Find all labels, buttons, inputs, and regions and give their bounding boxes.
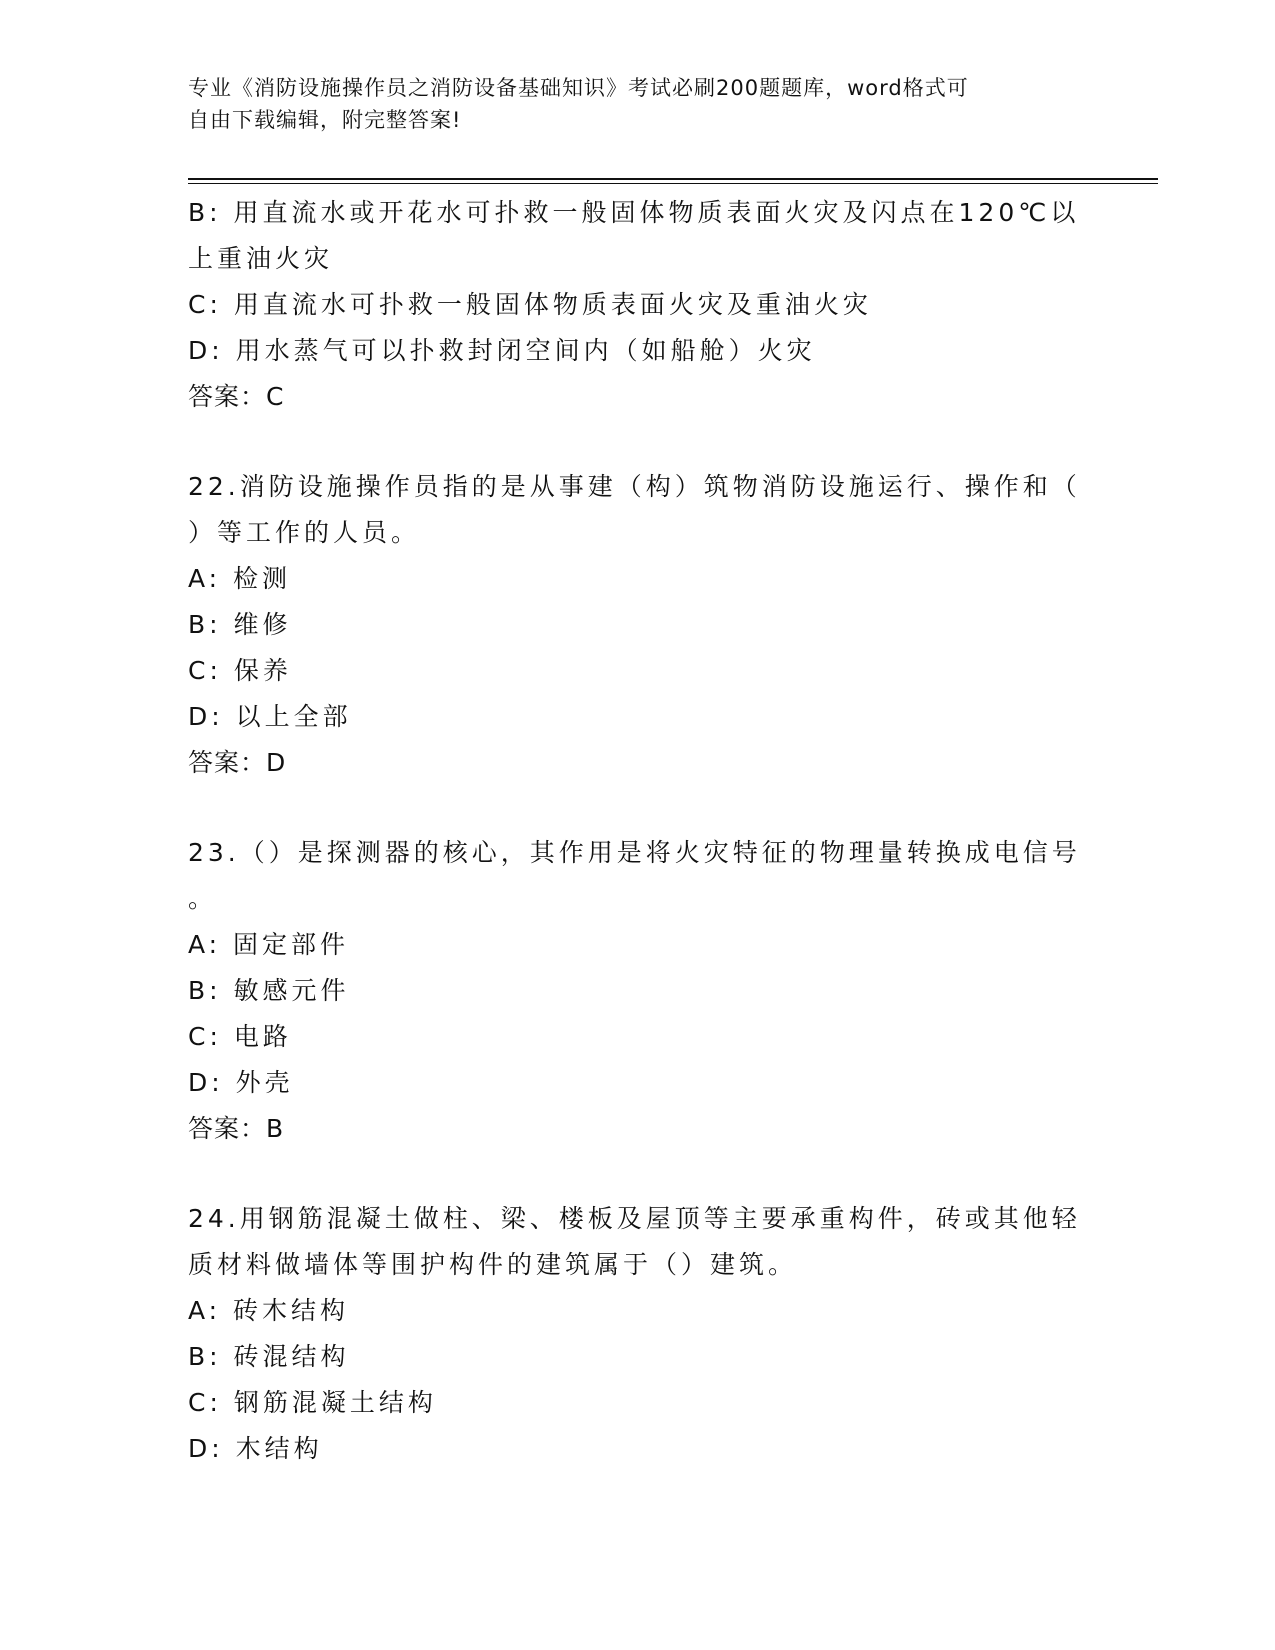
question-stem-line-2: 。	[188, 884, 218, 913]
question-stem-line-2: ）等工作的人员。	[188, 518, 421, 547]
option-d: D: 木结构	[188, 1434, 323, 1463]
option-a: A: 固定部件	[188, 930, 350, 959]
answer: 答案：D	[188, 748, 287, 777]
option-b: B: 敏感元件	[188, 976, 350, 1005]
question-stem-line-1: 22.消防设施操作员指的是从事建（构）筑物消防设施运行、操作和（	[188, 472, 1081, 501]
question-spacer	[188, 1152, 1088, 1196]
header-line-2: 自由下载编辑，附完整答案!	[188, 108, 462, 132]
option-d: D: 以上全部	[188, 702, 352, 731]
option-c: C: 电路	[188, 1022, 292, 1051]
option-c: C: 钢筋混凝土结构	[188, 1388, 437, 1417]
question-24	[188, 1196, 1088, 1472]
header-divider-thin	[188, 183, 1158, 184]
question-22	[188, 464, 1088, 786]
header-divider-thick	[188, 178, 1158, 180]
question-list	[188, 190, 1088, 1472]
question-21-partial	[188, 190, 1088, 420]
option-a: A: 检测	[188, 564, 292, 593]
option-a: A: 砖木结构	[188, 1296, 350, 1325]
option-c: C: 保养	[188, 656, 292, 685]
question-23	[188, 830, 1088, 1152]
answer: 答案：B	[188, 1114, 285, 1143]
option-d: D: 外壳	[188, 1068, 294, 1097]
option-b: B: 维修	[188, 610, 292, 639]
option-b: B: 砖混结构	[188, 1342, 350, 1371]
document-header	[188, 72, 1088, 136]
question-spacer	[188, 786, 1088, 830]
header-line-1: 专业《消防设施操作员之消防设备基础知识》考试必刷200题题库，word格式可	[188, 76, 969, 100]
option-b-line-1: B: 用直流水或开花水可扑救一般固体物质表面火灾及闪点在120℃以	[188, 198, 1080, 227]
option-d: D: 用水蒸气可以扑救封闭空间内（如船舱）火灾	[188, 336, 816, 365]
option-c: C: 用直流水可扑救一般固体物质表面火灾及重油火灾	[188, 290, 872, 319]
question-stem-line-1: 24.用钢筋混凝土做柱、梁、楼板及屋顶等主要承重构件，砖或其他轻	[188, 1204, 1081, 1233]
question-stem-line-2: 质材料做墙体等围护构件的建筑属于（）建筑。	[188, 1250, 798, 1279]
answer: 答案：C	[188, 382, 285, 411]
option-b-line-2: 上重油火灾	[188, 244, 334, 273]
question-stem-line-1: 23.（）是探测器的核心，其作用是将火灾特征的物理量转换成电信号	[188, 838, 1081, 867]
question-spacer	[188, 420, 1088, 464]
